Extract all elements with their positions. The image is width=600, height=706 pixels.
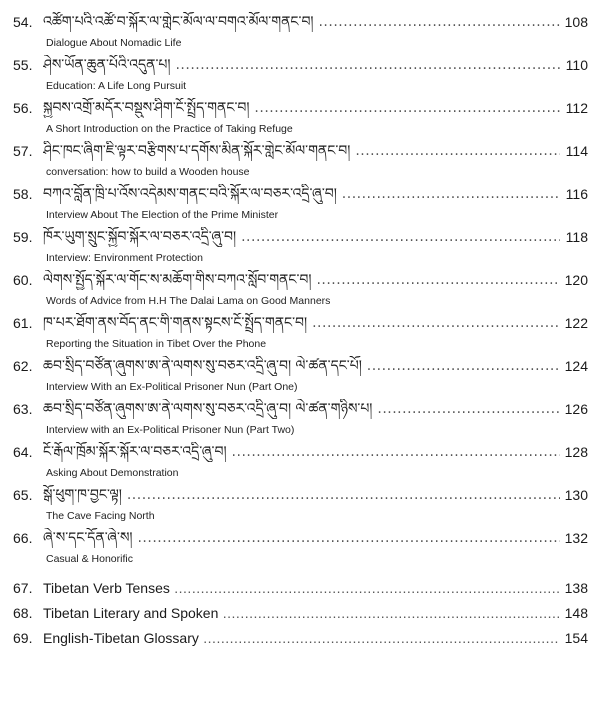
entry-page-number: 124 xyxy=(560,356,588,376)
entry-page-number: 138 xyxy=(560,578,588,598)
entry-page-number: 118 xyxy=(560,227,588,247)
entry-number: 57. xyxy=(13,143,33,159)
entry-title-tibetan: ངོ་རྒོལ་ཁྲོམ་སྐོར་སྐོར་ལ་བཅར་འདྲི་ཞུ་བ། ..... xyxy=(43,442,560,462)
entry-page-number: 132 xyxy=(560,528,588,548)
entry-title-tibetan: སྐྱབས་འགྲོ་མདོར་བསྡུས་ཤིག་ངོ་སྤྲོད་གནང་བ། ..... xyxy=(43,98,560,118)
entry-subtitle-english: Education: A Life Long Pursuit xyxy=(46,80,187,92)
entry-page-number: 148 xyxy=(560,603,588,623)
entry-page-number: 130 xyxy=(560,485,588,505)
entry-page-number: 126 xyxy=(560,399,588,419)
entry-subtitle-english: The Cave Facing North xyxy=(46,510,155,522)
entry-title-tibetan: ཁ་པར་ཐོག་ནས་བོད་ནང་གི་གནས་སྟངས་ངོ་སྤྲོད་གནང་བ། ..... xyxy=(43,313,560,333)
entry-title-tibetan: ཆབ་སྲིད་བཙོན་ཞུགས་ཨ་ནེ་ལགས་སུ་བཅར་འདྲི་ཞུ་བ། ལེ་ཚན་དང་པོ། ..... xyxy=(43,356,560,376)
entry-number: 69. xyxy=(13,630,33,646)
entry-page-number: 120 xyxy=(560,270,588,290)
entry-title: Tibetan Literary and Spoken ..... xyxy=(43,603,560,623)
entry-page-number: 108 xyxy=(560,12,588,32)
entry-number: 59. xyxy=(13,229,33,245)
entry-page-number: 128 xyxy=(560,442,588,462)
entry-subtitle-english: Interview With an Ex-Political Prisoner Nun (Part One) xyxy=(46,381,298,393)
entry-subtitle-english: Reporting the Situation in Tibet Over the Phone xyxy=(46,338,267,350)
entry-subtitle-english: Interview About The Election of the Prime Minister xyxy=(46,209,279,221)
entry-number: 55. xyxy=(13,57,33,73)
entry-subtitle-english: conversation: how to build a Wooden house xyxy=(46,166,250,178)
entry-number: 58. xyxy=(13,186,33,202)
entry-number: 62. xyxy=(13,358,33,374)
entry-number: 67. xyxy=(13,580,33,596)
entry-title: English-Tibetan Glossary ..... xyxy=(43,628,560,648)
entry-title-tibetan: ཤིང་ཁང་ཞིག་ཇི་ལྟར་བརྩིགས་པ་དགོས་མིན་སྐོར་གླེང་མོལ་གནང་བ། ..... xyxy=(43,141,560,161)
entry-title-tibetan: སྒོ་ཕུག་ཁ་བྱང་ལྟ། ..... xyxy=(43,485,560,505)
entry-page-number: 112 xyxy=(560,98,588,118)
entry-title-tibetan: ལེགས་སྤྱོད་སྐོར་ལ་གོང་ས་མཆོག་གིས་བཀའ་སློབ་གནང་བ། ..... xyxy=(43,270,560,290)
entry-title-tibetan: ཞེ་ས་དང་དོན་ཞེ་ས། ..... xyxy=(43,528,560,548)
entry-page-number: 116 xyxy=(560,184,588,204)
entry-subtitle-english: Words of Advice from H.H The Dalai Lama on Good Manners xyxy=(46,295,331,307)
entry-number: 63. xyxy=(13,401,33,417)
entry-title-tibetan: བཀའ་བློན་ཁྲི་པ་འོས་འདེམས་གནང་བའི་སྐོར་ལ་བཅར་འདྲི་ཞུ་བ། ..... xyxy=(43,184,560,204)
entry-subtitle-english: Interview with an Ex-Political Prisoner Nun (Part Two) xyxy=(46,424,295,436)
entry-title-tibetan: ཁོར་ཡུག་སྲུང་སྐྱོབ་སྐོར་ལ་བཅར་འདྲི་ཞུ་བ། ..... xyxy=(43,227,560,247)
entry-subtitle-english: Casual & Honorific xyxy=(46,553,133,565)
entry-number: 54. xyxy=(13,14,33,30)
entry-subtitle-english: Interview: Environment Protection xyxy=(46,252,203,264)
entry-number: 60. xyxy=(13,272,33,288)
entry-subtitle-english: Asking About Demonstration xyxy=(46,467,179,479)
entry-title: Tibetan Verb Tenses ..... xyxy=(43,578,560,598)
entry-number: 65. xyxy=(13,487,33,503)
entry-page-number: 122 xyxy=(560,313,588,333)
entry-title-tibetan: ཤེས་ཡོན་ཆུན་པོའི་འདུན་པ། ..... xyxy=(43,55,560,75)
entry-subtitle-english: A Short Introduction on the Practice of Taking Refuge xyxy=(46,123,293,135)
entry-title-tibetan: ཆབ་སྲིད་བཙོན་ཞུགས་ཨ་ནེ་ལགས་སུ་བཅར་འདྲི་ཞུ་བ། ལེ་ཚན་གཉིས་པ། ..... xyxy=(43,399,560,419)
entry-number: 68. xyxy=(13,605,33,621)
entry-page-number: 110 xyxy=(560,55,588,75)
entry-page-number: 154 xyxy=(560,628,588,648)
entry-page-number: 114 xyxy=(560,141,588,161)
entry-number: 66. xyxy=(13,530,33,546)
entry-number: 61. xyxy=(13,315,33,331)
entry-title-tibetan: འཚོག་པའི་འཚོ་བ་སྐོར་ལ་གླེང་མོལ་ལ་བགའ་མོལ་གནང་བ། ..... xyxy=(43,12,560,32)
entry-number: 56. xyxy=(13,100,33,116)
entry-number: 64. xyxy=(13,444,33,460)
entry-subtitle-english: Dialogue About Nomadic Life xyxy=(46,37,182,49)
